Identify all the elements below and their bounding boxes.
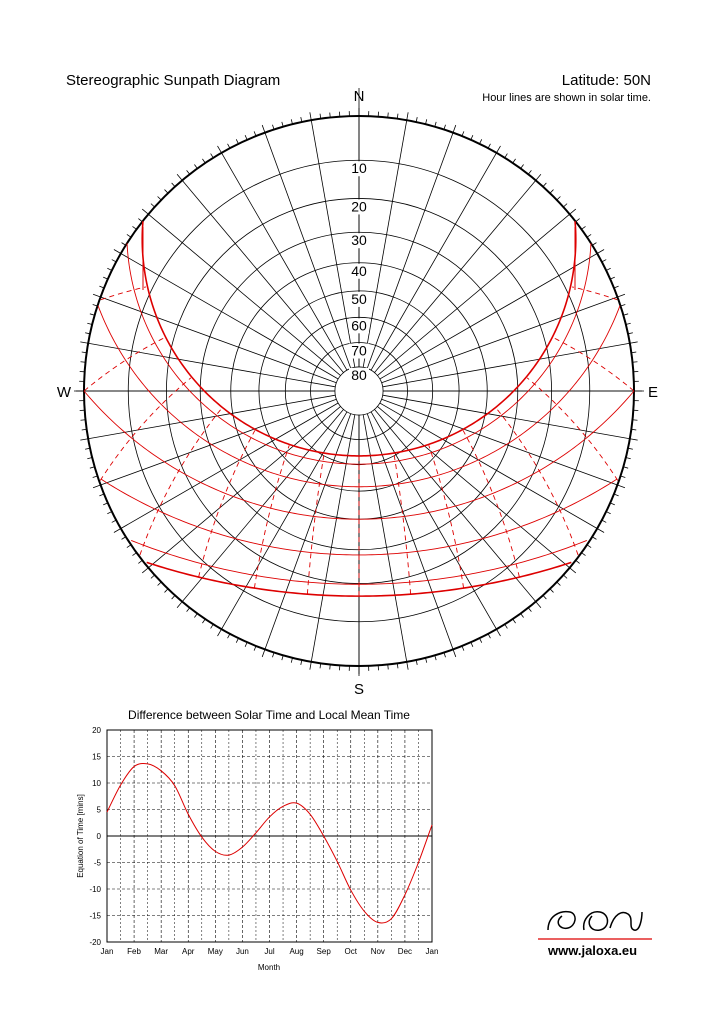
altitude-label: 60 xyxy=(351,317,367,334)
altitude-label: 10 xyxy=(351,160,367,177)
eot-xtick: Aug xyxy=(289,947,304,956)
eot-ytick: -5 xyxy=(93,858,101,868)
altitude-label: 30 xyxy=(351,232,367,249)
eot-ytick: 20 xyxy=(92,726,101,735)
eot-xtick: Apr xyxy=(182,947,195,956)
compass-east: E xyxy=(647,384,659,401)
logo-wave-icon xyxy=(548,912,642,931)
compass-west: W xyxy=(56,384,72,401)
altitude-label: 80 xyxy=(351,366,367,383)
eot-xtick: Sep xyxy=(316,947,331,956)
eot-xtick: Feb xyxy=(127,947,141,956)
altitude-label: 20 xyxy=(351,198,367,215)
eot-xtick: Jan xyxy=(100,947,114,956)
eot-ytick: -10 xyxy=(89,885,101,894)
eot-labels xyxy=(76,708,438,972)
eot-xtick: Nov xyxy=(370,947,385,956)
page-title: Stereographic Sunpath Diagram xyxy=(66,72,281,89)
eot-xtick: May xyxy=(207,947,223,956)
eot-ytick: 0 xyxy=(96,832,101,841)
eot-title: Difference between Solar Time and Local Mean Time xyxy=(128,708,410,722)
compass-north: N xyxy=(353,88,365,105)
altitude-label: 70 xyxy=(351,342,367,359)
altitude-label: 50 xyxy=(351,290,367,307)
latitude-label: Latitude: 50N xyxy=(561,72,651,89)
eot-grid xyxy=(107,730,432,942)
eot-ytick: -20 xyxy=(89,938,101,947)
altitude-label: 40 xyxy=(351,262,367,279)
eot-ytick: -15 xyxy=(89,911,101,921)
hour-lines-note: Hour lines are shown in solar time. xyxy=(482,92,651,104)
eot-xtick: Jan xyxy=(425,947,439,956)
eot-ylabel: Equation of Time [mins] xyxy=(76,794,85,878)
eot-xtick: Oct xyxy=(344,947,357,956)
eot-xtick: Jun xyxy=(235,947,249,956)
eot-xtick: Mar xyxy=(154,947,169,956)
eot-ytick: 5 xyxy=(96,805,101,815)
eot-xtick: Jul xyxy=(264,947,275,956)
footer-url[interactable]: www.jaloxa.eu xyxy=(548,943,638,958)
jaloxa-logo xyxy=(530,900,660,945)
compass-south: S xyxy=(353,681,365,698)
eot-xlabel: Month xyxy=(257,963,281,972)
eot-ytick: 15 xyxy=(92,752,101,762)
eot-xtick: Dec xyxy=(397,947,413,956)
eot-ytick: 10 xyxy=(92,779,101,788)
